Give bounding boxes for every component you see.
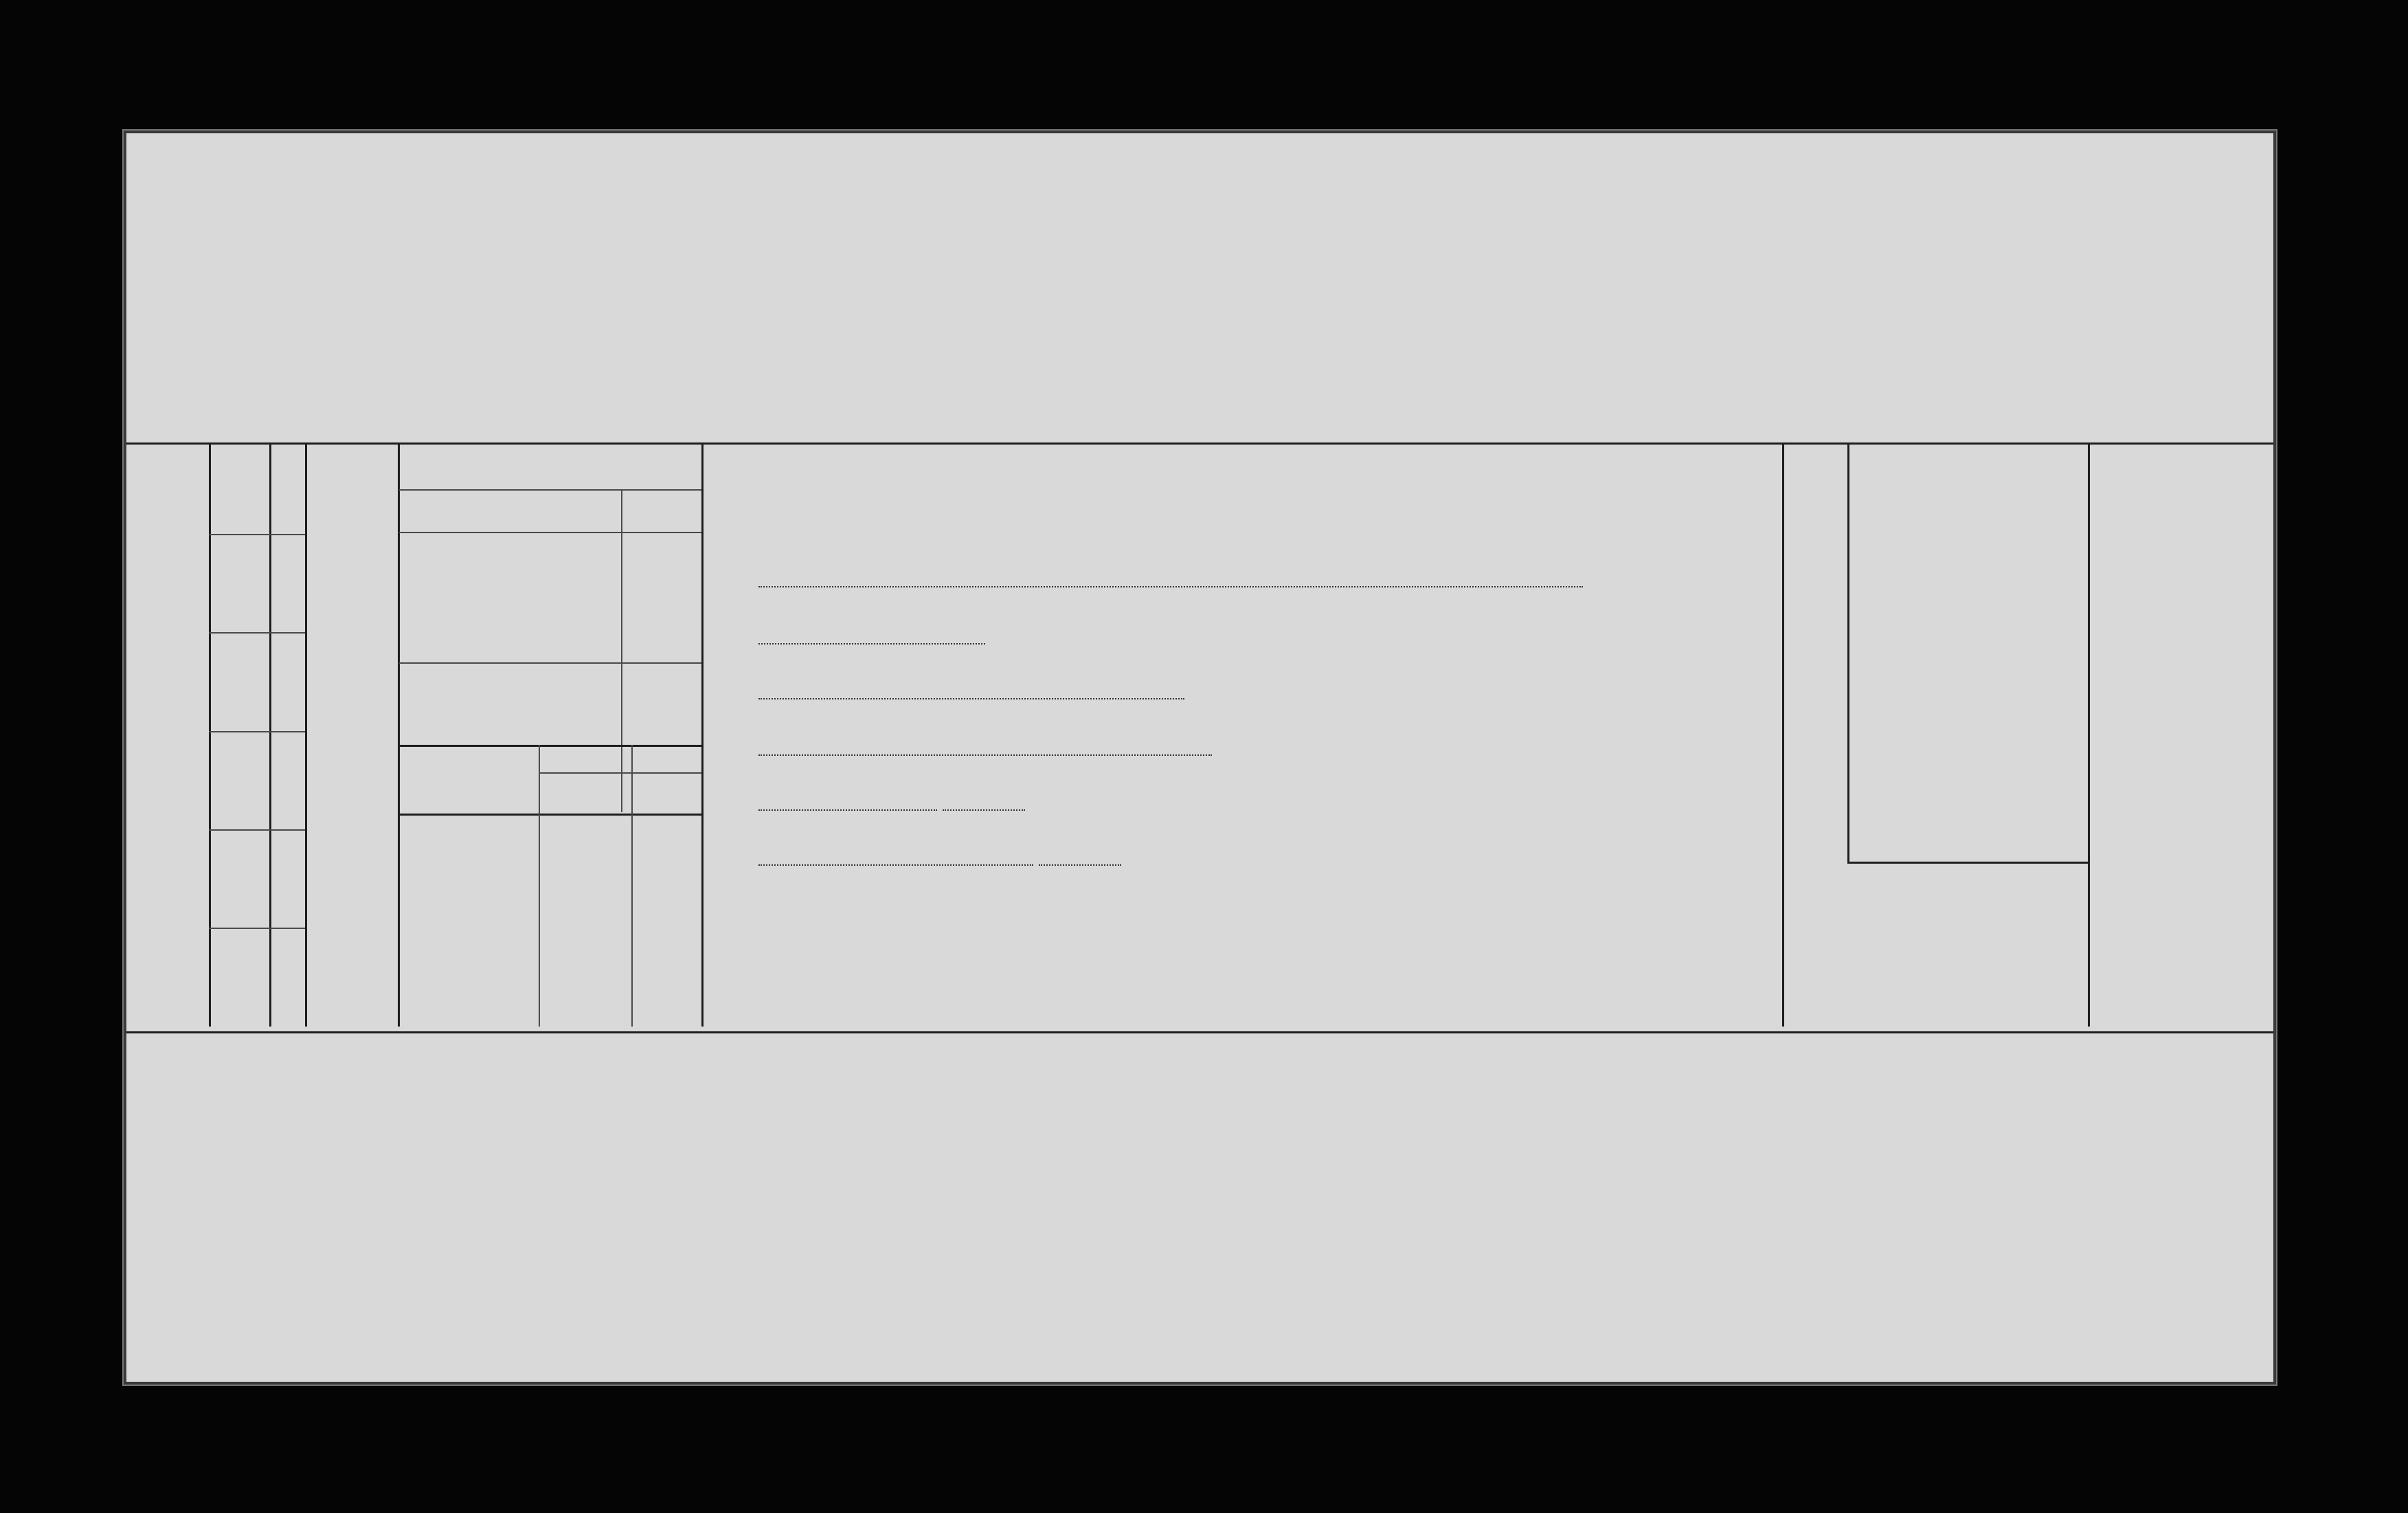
rent-table bbox=[126, 1033, 2273, 1382]
private-farm-section bbox=[126, 442, 2273, 1033]
hired-workers-label bbox=[312, 456, 387, 1006]
census-card bbox=[124, 131, 2276, 1385]
crop-table bbox=[126, 133, 2273, 442]
